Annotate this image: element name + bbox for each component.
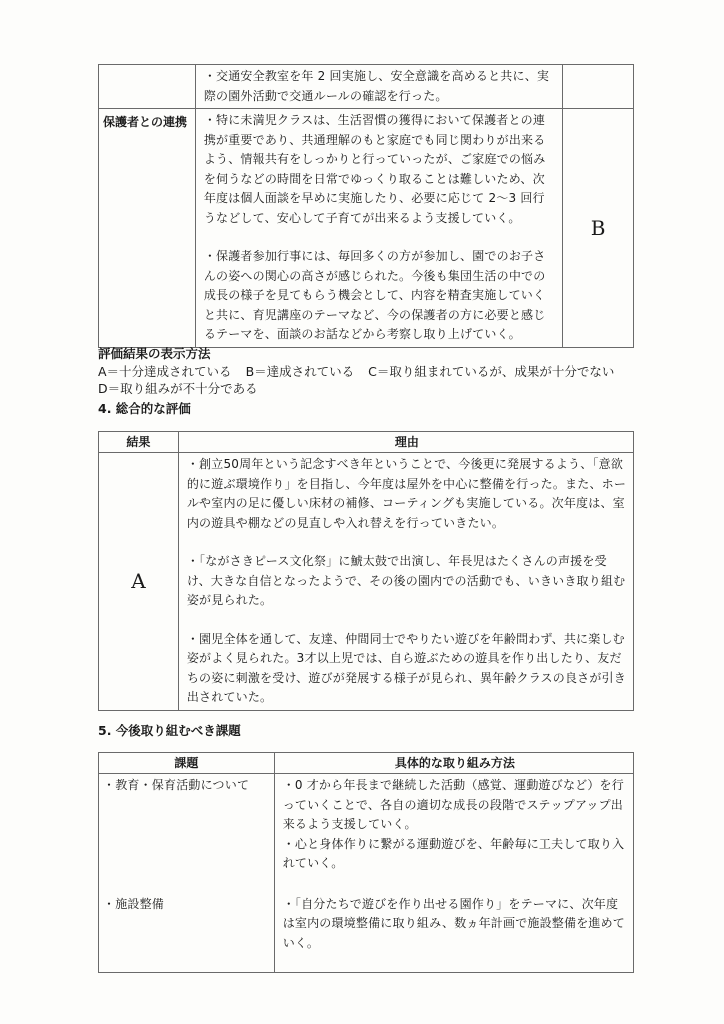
table-header-row xyxy=(99,753,634,774)
issue-label: ・施設整備 xyxy=(103,896,165,911)
paragraph: ・「ながさきピース文化祭」に鯱太鼓で出演し、年長児はたくさんの声援を受け、大きな自信となったようで、その後の園内での活動でも、いきいき取り組む姿が見られた。 xyxy=(186,554,626,607)
header-reason: 理由 xyxy=(178,432,633,453)
spacer xyxy=(187,533,627,552)
issue-label: ・教育・保育活動について xyxy=(103,778,250,792)
issue-cell xyxy=(99,876,275,973)
paragraph: ・創立50周年という記念すべき年ということで、今後更に発展するよう、「意欲的に遊ぶ環境作り」を目指し、今年度は屋外を中心に整備を行った。また、ホールや室内の足に優しい床材の補修、コーティングも実施している。次年度は、室内の遊具や棚などの見直しや入れ替えを行っていきたい。 xyxy=(186,457,627,530)
overall-evaluation-table xyxy=(98,431,634,711)
paragraph: ・0 才から年長まで継続した活動（感覚、運動遊びなど）を行っていくことで、各自の適切な成長の段階でステップアップ出来るよう支援していく。 xyxy=(282,778,624,831)
legend-d: D＝取り組みが不十分である xyxy=(98,381,258,396)
header-result: 結果 xyxy=(99,432,179,453)
grade-cell xyxy=(563,65,634,109)
paragraph: ・園児全体を通して、友達、仲間同士でやりたい遊びを年齢問わず、共に楽しむ姿がよく見られた。3才以上児では、自ら遊ぶための遊具を作り出したり、友だちの姿に刺激を受け、遊びが発展する様子が見られ、異年齢クラスの良さが引き出されていた。 xyxy=(186,631,626,704)
grade-cell: A xyxy=(99,453,179,711)
method-cell xyxy=(274,876,633,973)
header-issue: 課題 xyxy=(99,753,275,774)
grade-legend xyxy=(98,345,614,398)
table-row xyxy=(99,65,634,109)
reason-cell xyxy=(178,453,633,711)
table-row xyxy=(99,774,634,876)
category-cell: 保護者との連携 xyxy=(99,109,196,348)
content-cell xyxy=(195,65,562,109)
table-row xyxy=(99,109,634,348)
method-cell xyxy=(274,774,633,876)
table-row xyxy=(99,876,634,973)
section-5-title: 5. 今後取り組むべき課題 xyxy=(98,723,241,738)
table-header-row xyxy=(99,432,634,453)
paragraph: ・心と身体作りに繋がる運動遊びを、年齢毎に工夫して取り入れていく。 xyxy=(282,836,625,870)
future-issues-table xyxy=(98,752,634,973)
category-cell xyxy=(99,65,196,109)
legend-b: B＝達成されている xyxy=(245,363,355,379)
section-4-title: 4. 総合的な評価 xyxy=(98,401,191,416)
legend-line xyxy=(98,363,614,381)
legend-a: A＝十分達成されている xyxy=(98,363,232,379)
legend-c: C＝取り組まれているが、成果が十分でない xyxy=(368,363,615,379)
paragraph: ・保護者参加行事には、毎回多くの方が参加し、園でのお子さんの姿への関心の高さが感じられた。今後も集団生活の中での成長の様子を見てもらう機会として、内容を精査実施していくと共に、育児講座のテーマなど、今の保護者の方に必要と感じるテーマを、面談のお話などから考察し取り上げていく。 xyxy=(203,249,546,341)
header-method: 具体的な取り組み方法 xyxy=(274,753,633,774)
paragraph: ・交通安全教室を年 2 回実施し、安全意識を高めると共に、実際の園外活動で交通ルールの確認を行った。 xyxy=(203,69,550,103)
issue-cell xyxy=(99,774,275,876)
content-cell xyxy=(195,109,562,348)
spacer xyxy=(187,611,627,630)
spacer xyxy=(204,228,556,247)
legend-title: 評価結果の表示方法 xyxy=(98,346,211,361)
paragraph: ・特に未満児クラスは、生活習慣の獲得において保護者との連携が重要であり、共通理解のもと家庭でも同じ関わりが出来るよう、情報共有をしっかりと行っていったが、ご家庭での悩みを伺うなどの時間を日常でゆっくり取ることは難しいため、次年度は個人面談を早めに実施したり、必要に応じて 2〜3 回行うなどして、安心して子育てが出来るよう支援していく。 xyxy=(203,113,546,225)
paragraph: ・「自分たちで遊びを作り出せる園作り」をテーマに、次年度は室内の環境整備に取り組み、数ヵ年計画で施設整備を進めていく。 xyxy=(282,896,626,950)
grade-cell: B xyxy=(563,109,634,348)
evaluation-table-continued xyxy=(98,64,634,348)
table-row xyxy=(99,453,634,711)
